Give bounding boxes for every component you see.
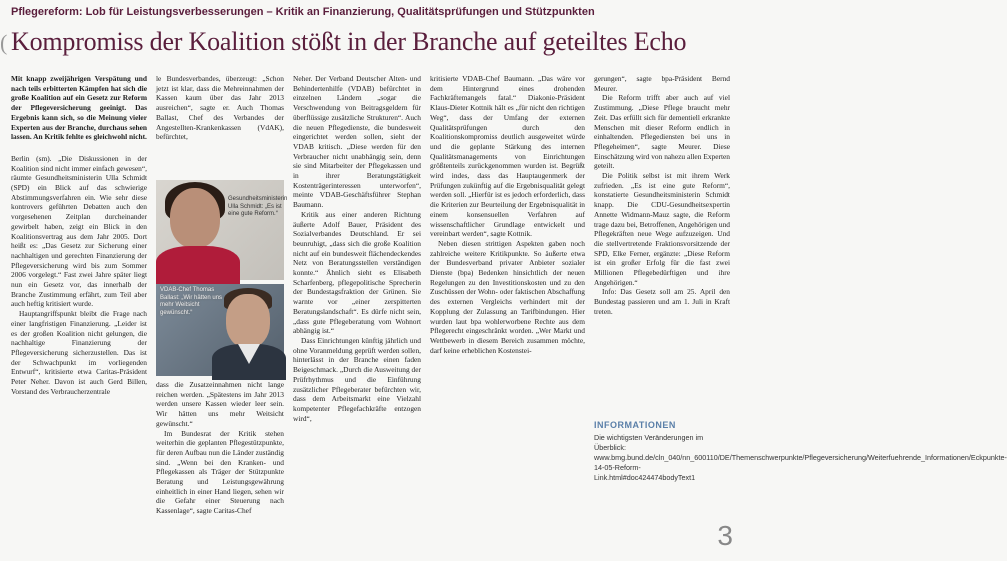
paragraph: Hauptangriffspunkt bleibt die Frage nach einer langfristigen Finanzierung. „Leider ist es der großen Koalition nicht gelungen, die nachhaltige Finanzierung der Pflegeversicherung sicherzustellen. Das ist der Schwachpunkt im vorliegenden Entwurf“, kritisierte etwa Caritas-Präsident Peter Neher. Davon ist auch Gerd Billen, Vorstand des Verbraucherzentrale bbox=[11, 309, 147, 396]
paragraph: Kritik aus einer anderen Richtung äußerte Adolf Bauer, Präsident des Sozialverbandes Deutschland. Er sei beunruhigt, „dass sich die große Koalition nicht auf ein bundesweit flächendeckendes Netz von Beratungsstellen verständigen konnte.“ Ähnlich sieht es Elisabeth Scharfenberg, pflegepolitische Sprecherin der Bundestagsfraktion der Grünen. Sie warnte vor „einer zerspitterten Beratungslandschaft“. Es dürfe nicht sein, „dass gute Pflegeberatung vom Wohnort abhängig ist.“ bbox=[293, 209, 421, 336]
paragraph: dass die Zusatzeinnahmen nicht lange reichen werden. „Spätestens im Jahr 2013 werden unsere Kassen wieder leer sein. Wir hätten uns mehr Weitsicht gewünscht.“ bbox=[156, 380, 284, 428]
info-box bbox=[594, 420, 1007, 483]
article-lead: Mit knapp zweijährigen Verspätung und nach teils erbitterten Kämpfen hat sich die große Koalition auf ein Gesetz zur Reform der Pflegeversicherung geeinigt. Das Ergebnis kann sich, so die Meinung vieler Experten aus der Branche, durchaus sehen lassen. An Kritik fehlte es gleichwohl nicht. bbox=[11, 74, 147, 142]
info-link-text[interactable]: Die wichtigsten Veränderungen im Überblick: www.bmg.bund.de/cln_040/nn_600110/DE/Themenschwerpunkte/Pflegeversicherung/Weiterfuehrende_Informationen/Eckpunkte-14-05-Reform-Link.html#doc424474bodyText1 bbox=[594, 433, 1007, 482]
column-4 bbox=[430, 74, 585, 554]
column-5 bbox=[594, 74, 730, 412]
paragraph: Neher. Der Verband Deutscher Alten- und Behindertenhilfe (VDAB) befürchtet in einzelnen Ländern „sogar die Verschwendung von Beitragsgeldern für überflüssige zusätzliche Strukturen“. Auch die neuen Pflegedienste, die bundesweit eingerichtet werden sollen, sieht der VDAB kritisch. „Diese werden für den Verbraucher nicht unabhängig sein, denn sie sind Mitarbeiter der Pflegekassen und in ihrer Beratungstätigkeit Kostenträgerinteressen unterworfen“, meinte VDAB-Geschäftsführer Stephan Baumann. bbox=[293, 74, 421, 210]
page-marker: 3 bbox=[717, 520, 733, 551]
photo-face bbox=[170, 188, 220, 248]
paragraph: Die Reform trifft aber auch auf viel Zustimmung. „Diese Pflege braucht mehr Zeit. Das erfüllt sich für dementiell erkrankte Menschen mit dieser Reform endlich in einhaltenden. Pflegediensten bei uns in Pflegeheimen“, sagte Meurer. Diese Einschätzung wird von nahezu allen Experten geteilt. bbox=[594, 93, 730, 171]
paragraph: gerungen“, sagte bpa-Präsident Bernd Meurer. bbox=[594, 74, 730, 93]
paragraph: le Bundesverbandes, überzeugt: „Schon jetzt ist klar, dass die Mehreinnahmen der Kassen kaum über das Jahr 2013 ausreichen“, sagte er. Auch Thomas Ballast, Chef des Verbandes der Angestellten-Krankenkassen (VdAK), befürchtet, bbox=[156, 74, 284, 142]
photo-face bbox=[226, 294, 270, 348]
paragraph: Neben diesen strittigen Aspekten gaben noch zahlreiche weitere Kritikpunkte. So äußerte etwa der Bundesverband privater Anbieter sozialer Dienste (bpa) Bedenken hinsichtlich der neuen Regelungen zu den Investitionskosten und zu den Zuschüssen der Wohn- oder faktischen Abschaffung des externen Vergleichs verhindert mit der Kopplung der Zulassung an Tarifbindungen. Hier wurden laut bpa wohlerworbene Rechte aus dem Pflegerecht eingeschränkt worden. „Wer Markt und Wettbewerb in diesem Bereich zusammen möchte, darf keine erheblichen Kostenstei- bbox=[430, 238, 585, 355]
paragraph: Dass Einrichtungen künftig jährlich und ohne Voranmeldung geprüft werden sollen, hinterlässt in der Branche einen faden Beigeschmack. „Durch die Ausweitung der Prüfrhythmus und die Einführung zusätzlicher Pflegeberater befürchten wir, dass dem Arbeitsmarkt eine Vielzahl kompetenter Pflegefachkräfte entzogen wird“, bbox=[293, 335, 421, 423]
info-title: INFORMATIONEN bbox=[594, 420, 676, 430]
column-1 bbox=[11, 74, 147, 552]
photo-caption-2: VDAB-Chef Thomas Ballast: „Wir hätten uns mehr Weitsicht gewünscht.“ bbox=[160, 287, 223, 316]
paragraph: kritisierte VDAB-Chef Baumann. „Das wäre vor dem Hintergrund eines drohenden Fachkräftemangels fatal.“ Diakonie-Präsident Klaus-Dieter Kottnik hält es „für nicht den richtigen Weg“, dass der Umfang der externen Qualitätsprüfungen durch den Koalitionskompromiss deutlich ausgeweitet würde und die geplante Stärkung des internen Qualitätsmanagements von Einrichtungen größtenteils zurückgenommen wurden ist. Begrüßt wird indes, dass das Hauptaugenmerk der Prüfungen zukünftig auf die Ergebnisqualität gelegt werden soll. „Hierfür ist es jedoch erforderlich, dass die Kriterien zur Beurteilung der Ergebnisqualität in einem konsensuellen Verfahren auf wissenschaftlicher Grundlage entwickelt und vereinbart werden“, sagte Kottnik. bbox=[430, 74, 585, 239]
paragraph: Berlin (sm). „Die Diskussionen in der Koalition sind nicht immer einfach gewesen“, räumte Gesundheitsministerin Ulla Schmidt (SPD) ein Blick auf das schwierige Abstimmungsverfahren ein. Wie sehr diese kontrovers geführten Debatten auch den vorgesehenen Zeitplan durcheinander gewirbelt haben, zeigt ein Blick in den Koalitionsvertrag aus dem Jahr 2005. Dort heißt es: „Das Gesetz zur Sicherung einer nachhaltigen und gerechten Finanzierung der Pflegeversicherung wird bis zum Sommer 2006 vorgelegt.“ Fast zwei Jahre später liegt nun ein Gesetz vor, das innerhalb der Branche Zustimmung erfährt, zum Teil aber auch heftig kritisiert wurde. bbox=[11, 153, 147, 309]
paragraph: Im Bundesrat der Kritik stehen weiterhin die geplanten Pflegestützpunkte, für deren Aufbau nun die Länder zuständig sind. „Wenn bei den Kranken- und Pflegekassen als Träger der Stützpunkte Beratung und Leistungsgewährung einheitlich in einer Hand liegen, sehen wir die Gefahr einer Steuerung nach Kassenlage“, sagte Caritas-Chef bbox=[156, 428, 284, 516]
article-headline: Kompromiss der Koalition stößt in der Branche auf geteiltes Echo bbox=[11, 27, 687, 56]
photo-caption-1: Gesundheitsministerin Ulla Schmidt: „Es ist eine gute Reform.“ bbox=[228, 196, 288, 217]
paragraph: Info: Das Gesetz soll am 25. April den Bundestag passieren und am 1. Juli in Kraft treten. bbox=[594, 287, 730, 316]
column-2 bbox=[156, 74, 284, 184]
column-3 bbox=[293, 74, 421, 554]
bracket-mark: ( bbox=[0, 30, 8, 55]
column-2-lower bbox=[156, 380, 284, 556]
photo-schmidt bbox=[156, 180, 288, 280]
article-kicker: Pflegereform: Lob für Leistungsverbesserungen – Kritik an Finanzierung, Qualitätsprüfungen und Stützpunkten bbox=[11, 6, 595, 18]
paragraph: Die Politik selbst ist mit ihrem Werk zufrieden. „Es ist eine gute Reform“, konstatierte Gesundheitsministerin Schmidt knapp. Die CDU-Gesundheitsexpertin Annette Widmann-Mauz sagte, die Reform trage dazu bei, Betroffenen, Angehörigen und Pflegekräften neue Wege aufzuzeigen. Und die stellvertretende Fraktionsvorsitzende der SPD, Elke Ferner, ergänzte: „Diese Reform ist ein großer Erfolg für die fast zwei Millionen Pflegebedürftigen und ihre Angehörigen.“ bbox=[594, 171, 730, 287]
photo-body bbox=[156, 246, 240, 286]
